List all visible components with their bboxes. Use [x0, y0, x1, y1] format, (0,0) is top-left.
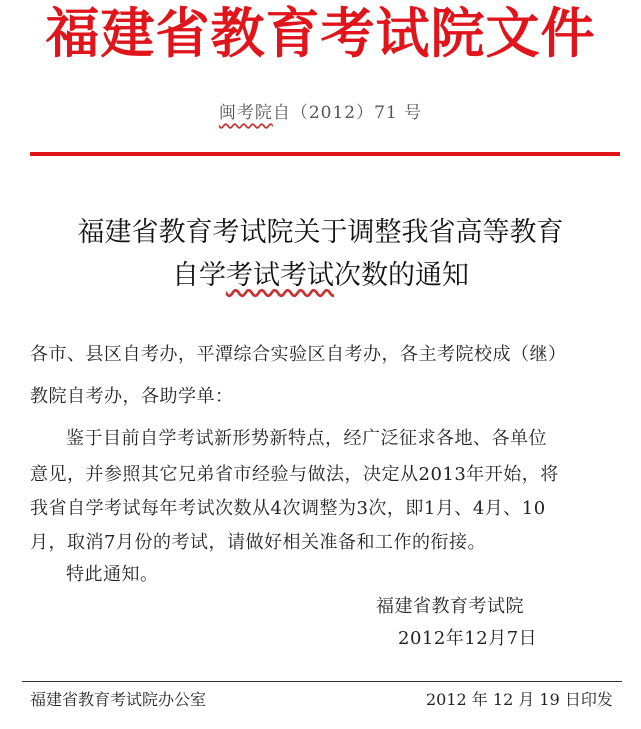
notice-title-line-2 — [0, 253, 641, 292]
addressee-line-1: 各市、县区自考办，平潭综合实验区自考办，各主考院校成（继） — [30, 344, 567, 365]
title-line-2-end: 次数的通知 — [334, 260, 469, 291]
title-line-2-start: 自学 — [172, 260, 226, 291]
document-number — [0, 98, 641, 123]
footer-rule — [22, 681, 622, 682]
red-header-rule — [30, 152, 620, 156]
signature-issuer: 福建省教育考试院 — [376, 596, 524, 617]
footer-print-date: 2012 年 12 月 19 日印发 — [426, 690, 613, 709]
signature-date: 2012年12月7日 — [398, 628, 538, 649]
body-paragraph-line-1: 鉴于目前自学考试新形势新特点，经广泛征求各地、各单位 — [66, 428, 547, 449]
closing-line: 特此通知。 — [66, 564, 159, 585]
body-paragraph-line-2: 意见，并参照其它兄弟省市经验与做法，决定从2013年开始，将 — [30, 464, 559, 485]
title-line-2-marked-text: 考试考试 — [226, 260, 334, 291]
body-paragraph-line-3: 我省自学考试每年考试次数从4次调整为3次，即1月、4月、10 — [30, 498, 546, 519]
addressee-line-2: 教院自考办，各助学单： — [30, 386, 234, 407]
document-number-rest: 自（2012）71 号 — [272, 103, 423, 123]
notice-title-line-1: 福建省教育考试院关于调整我省高等教育 — [77, 217, 564, 248]
document-number-prefix: 闽考院 — [218, 103, 273, 123]
document-masthead: 福建省教育考试院文件 — [45, 2, 596, 65]
body-paragraph-line-4: 月，取消7月份的考试，请做好相关准备和工作的衔接。 — [30, 532, 486, 553]
footer-issuer: 福建省教育考试院办公室 — [30, 690, 207, 709]
